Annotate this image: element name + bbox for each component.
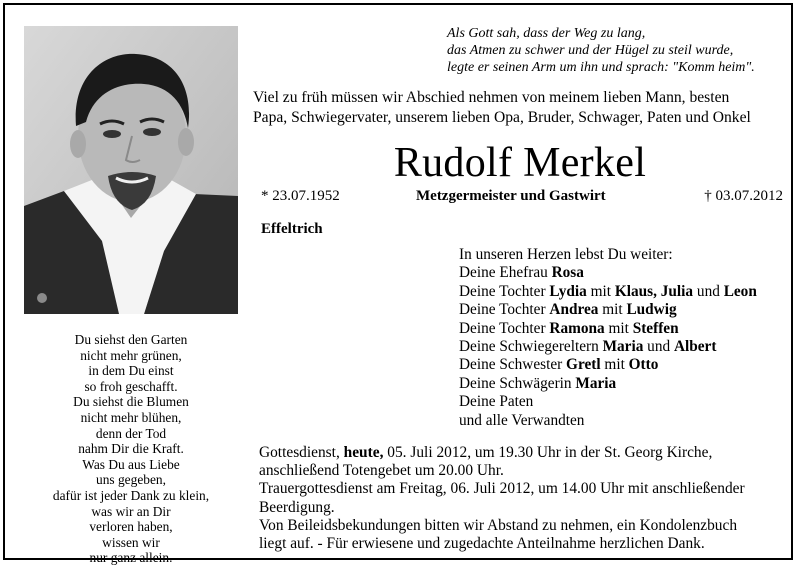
- deceased-name: Rudolf Merkel: [393, 140, 647, 186]
- mourner-wife: Deine Ehefrau Rosa: [459, 264, 584, 282]
- poem-line: denn der Tod: [95, 425, 167, 441]
- hometown: Effeltrich: [261, 221, 323, 237]
- memorial-poem: [35, 332, 227, 566]
- poem-line: nahm Dir die Kraft.: [78, 441, 184, 457]
- poem-line: in dem Du einst: [88, 363, 174, 379]
- service-line: liegt auf. - Für erwiesene und zugedachte Anteilnahme herzlichen Dank.: [259, 535, 705, 553]
- mourner-relatives: und alle Verwandten: [459, 411, 585, 429]
- poem-line: Du siehst den Garten: [74, 332, 188, 347]
- poem-line: nur ganz allein.: [89, 550, 173, 566]
- mourner-sister-in-law: Deine Schwägerin Maria: [459, 374, 617, 392]
- service-info: [259, 444, 789, 553]
- mourner-daughter-1: Deine Tochter Lydia mit Klaus, Julia und Leon: [459, 282, 757, 300]
- service-line: Gottesdienst, heute, 05. Juli 2012, um 19.30 Uhr in der St. Georg Kirche,: [259, 444, 713, 461]
- service-line: Von Beileidsbekundungen bitten wir Abstand zu nehmen, ein Kondolenzbuch: [259, 516, 738, 534]
- profession: Metzgermeister und Gastwirt: [416, 188, 606, 204]
- mourner-daughter-2: Deine Tochter Andrea mit Ludwig: [459, 301, 677, 319]
- mourners-intro: In unseren Herzen lebst Du weiter:: [459, 246, 673, 263]
- intro-line: Viel zu früh müssen wir Abschied nehmen von meinem lieben Mann, besten: [253, 89, 730, 106]
- mourner-parents-in-law: Deine Schwiegereltern Maria und Albert: [459, 338, 717, 356]
- poem-line: nicht mehr grünen,: [80, 347, 182, 363]
- poem-line: so froh geschafft.: [84, 378, 178, 394]
- mourner-godparents: Deine Paten: [459, 393, 534, 411]
- birth-date: * 23.07.1952: [261, 188, 340, 204]
- poem-line: Was Du aus Liebe: [82, 456, 180, 472]
- mourner-daughter-3: Deine Tochter Ramona mit Steffen: [459, 319, 679, 337]
- quote-line: das Atmen zu schwer und der Hügel zu steil wurde,: [447, 43, 734, 58]
- intro-line: Papa, Schwiegervater, unserem lieben Opa, Bruder, Schwager, Paten und Onkel: [253, 109, 751, 126]
- service-line: Trauergottesdienst am Freitag, 06. Juli 2012, um 14.00 Uhr mit anschließender: [259, 480, 745, 498]
- portrait-photo: [24, 26, 238, 314]
- poem-line: verloren haben,: [89, 519, 173, 535]
- farewell-intro: [253, 88, 783, 128]
- poem-line: was wir an Dir: [91, 503, 171, 519]
- poem-line: Du siehst die Blumen: [73, 394, 189, 410]
- death-date: † 03.07.2012: [704, 188, 783, 204]
- poem-line: uns gegeben,: [96, 472, 166, 488]
- service-line: anschließend Totengebet um 20.00 Uhr.: [259, 462, 504, 480]
- poem-line: dafür ist jeder Dank zu klein,: [52, 487, 210, 503]
- mourner-sister: Deine Schwester Gretl mit Otto: [459, 356, 659, 374]
- poem-line: nicht mehr blühen,: [80, 409, 182, 425]
- portrait-image: [24, 26, 238, 314]
- obituary-card: [3, 3, 793, 566]
- opening-quote: [447, 25, 777, 76]
- poem-line: wissen wir: [102, 534, 160, 550]
- quote-line: legte er seinen Arm um ihn und sprach: "Komm heim".: [447, 60, 755, 75]
- service-line: Beerdigung.: [259, 498, 335, 516]
- quote-line: Als Gott sah, dass der Weg zu lang,: [447, 26, 646, 41]
- mourners-list: [459, 246, 789, 430]
